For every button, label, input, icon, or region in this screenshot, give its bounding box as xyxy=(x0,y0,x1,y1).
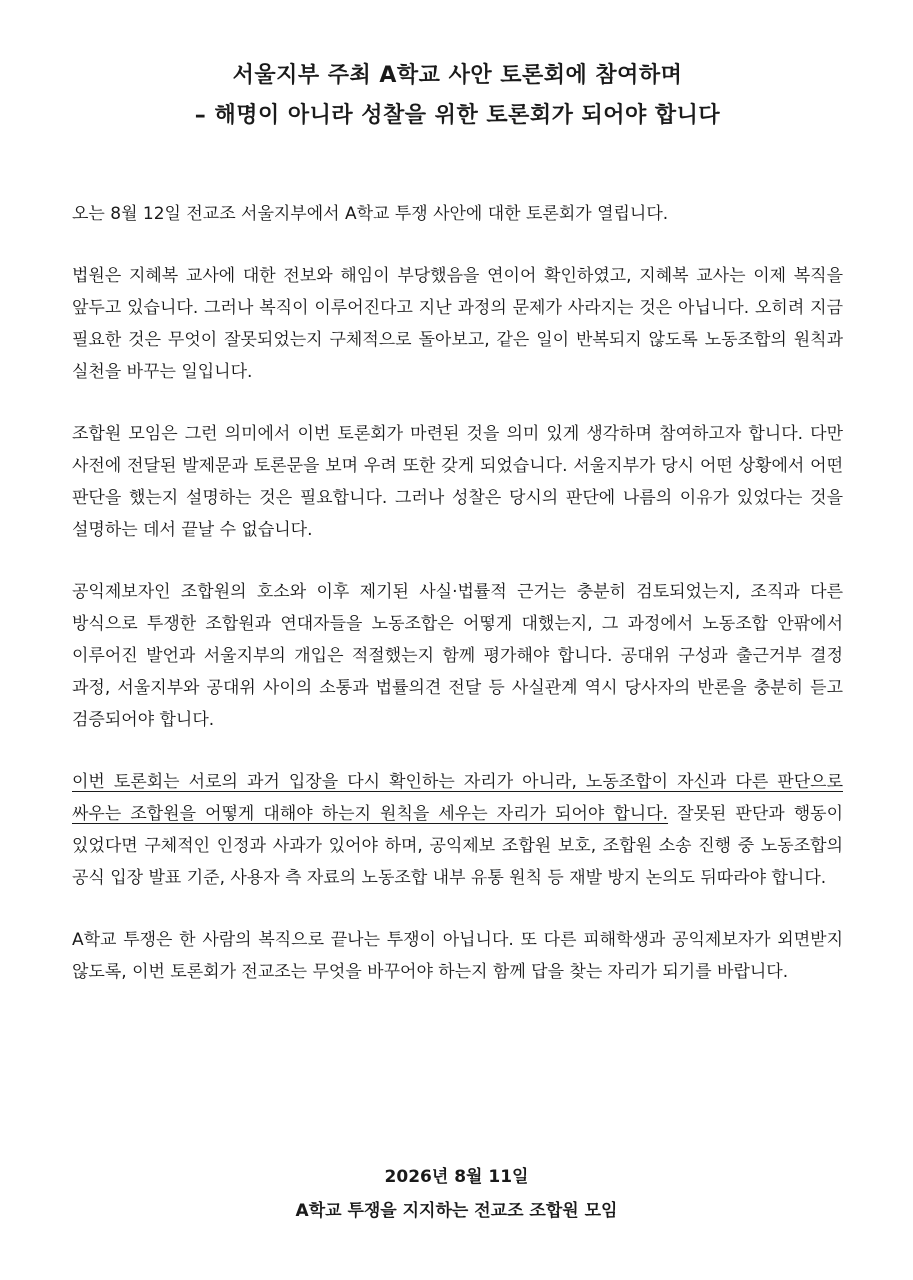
underlined-statement: 이번 토론회는 서로의 과거 입장을 다시 확인하는 자리가 아니라, 노동조합이 자신과 다른 판단으로 싸우는 조합원을 어떻게 대해야 하는지 원칙을 세우는 자리가 되어야 합니다. xyxy=(72,772,843,824)
paragraph-5 xyxy=(72,766,843,894)
title-block xyxy=(72,56,843,136)
paragraph-2: 법원은 지혜복 교사에 대한 전보와 해임이 부당했음을 연이어 확인하였고, 지혜복 교사는 이제 복직을 앞두고 있습니다. 그러나 복직이 이루어진다고 지난 과정의 문제가 사라지는 것은 아닙니다. 오히려 지금 필요한 것은 무엇이 잘못되었는지 구체적으로 돌아보고, 같은 일이 반복되지 않도록 노동조합의 원칙과 실천을 바꾸는 일입니다. xyxy=(72,266,843,382)
paragraph-1: 오는 8월 12일 전교조 서울지부에서 A학교 투쟁 사안에 대한 토론회가 열립니다. xyxy=(72,204,669,224)
signature-group: A학교 투쟁을 지지하는 전교조 조합원 모임 xyxy=(295,1201,618,1221)
paragraph-5-rest: 잘못된 판단과 행동이 있었다면 구체적인 인정과 사과가 있어야 하며, 공익제보 조합원 보호, 조합원 소송 진행 중 노동조합의 공식 입장 발표 기준, 사용자 측 자료의 노동조합 내부 유통 원칙 등 재발 방지 논의도 뒤따라야 합니다. xyxy=(72,804,843,888)
paragraph-6: A학교 투쟁은 한 사람의 복직으로 끝나는 투쟁이 아닙니다. 또 다른 피해학생과 공익제보자가 외면받지 않도록, 이번 토론회가 전교조는 무엇을 바꾸어야 하는지 함께 답을 찾는 자리가 되기를 바랍니다. xyxy=(72,930,843,982)
paragraph-4: 공익제보자인 조합원의 호소와 이후 제기된 사실·법률적 근거는 충분히 검토되었는지, 조직과 다른 방식으로 투쟁한 조합원과 연대자들을 노동조합은 어떻게 대했는지, 그 과정에서 노동조합 안팎에서 이루어진 발언과 서울지부의 개입은 적절했는지 함께 평가해야 합니다. 공대위 구성과 출근거부 결정 과정, 서울지부와 공대위 사이의 소통과 법률의견 전달 등 사실관계 역시 당사자의 반론을 충분히 듣고 검증되어야 합니다. xyxy=(72,582,843,730)
document-title: 서울지부 주최 A학교 사안 토론회에 참여하며 xyxy=(232,63,683,88)
paragraph-3: 조합원 모임은 그런 의미에서 이번 토론회가 마련된 것을 의미 있게 생각하며 참여하고자 합니다. 다만 사전에 전달된 발제문과 토론문을 보며 우려 또한 갖게 되었습니다. 서울지부가 당시 어떤 상황에서 어떤 판단을 했는지 설명하는 것은 필요합니다. 그러나 성찰은 당시의 판단에 나름의 이유가 있었다는 것을 설명하는 데서 끝날 수 없습니다. xyxy=(72,424,843,540)
signature-block xyxy=(0,1160,913,1228)
statement-date: 2026년 8월 11일 xyxy=(384,1167,529,1187)
document-subtitle: – 해명이 아니라 성찰을 위한 토론회가 되어야 합니다 xyxy=(194,103,721,128)
